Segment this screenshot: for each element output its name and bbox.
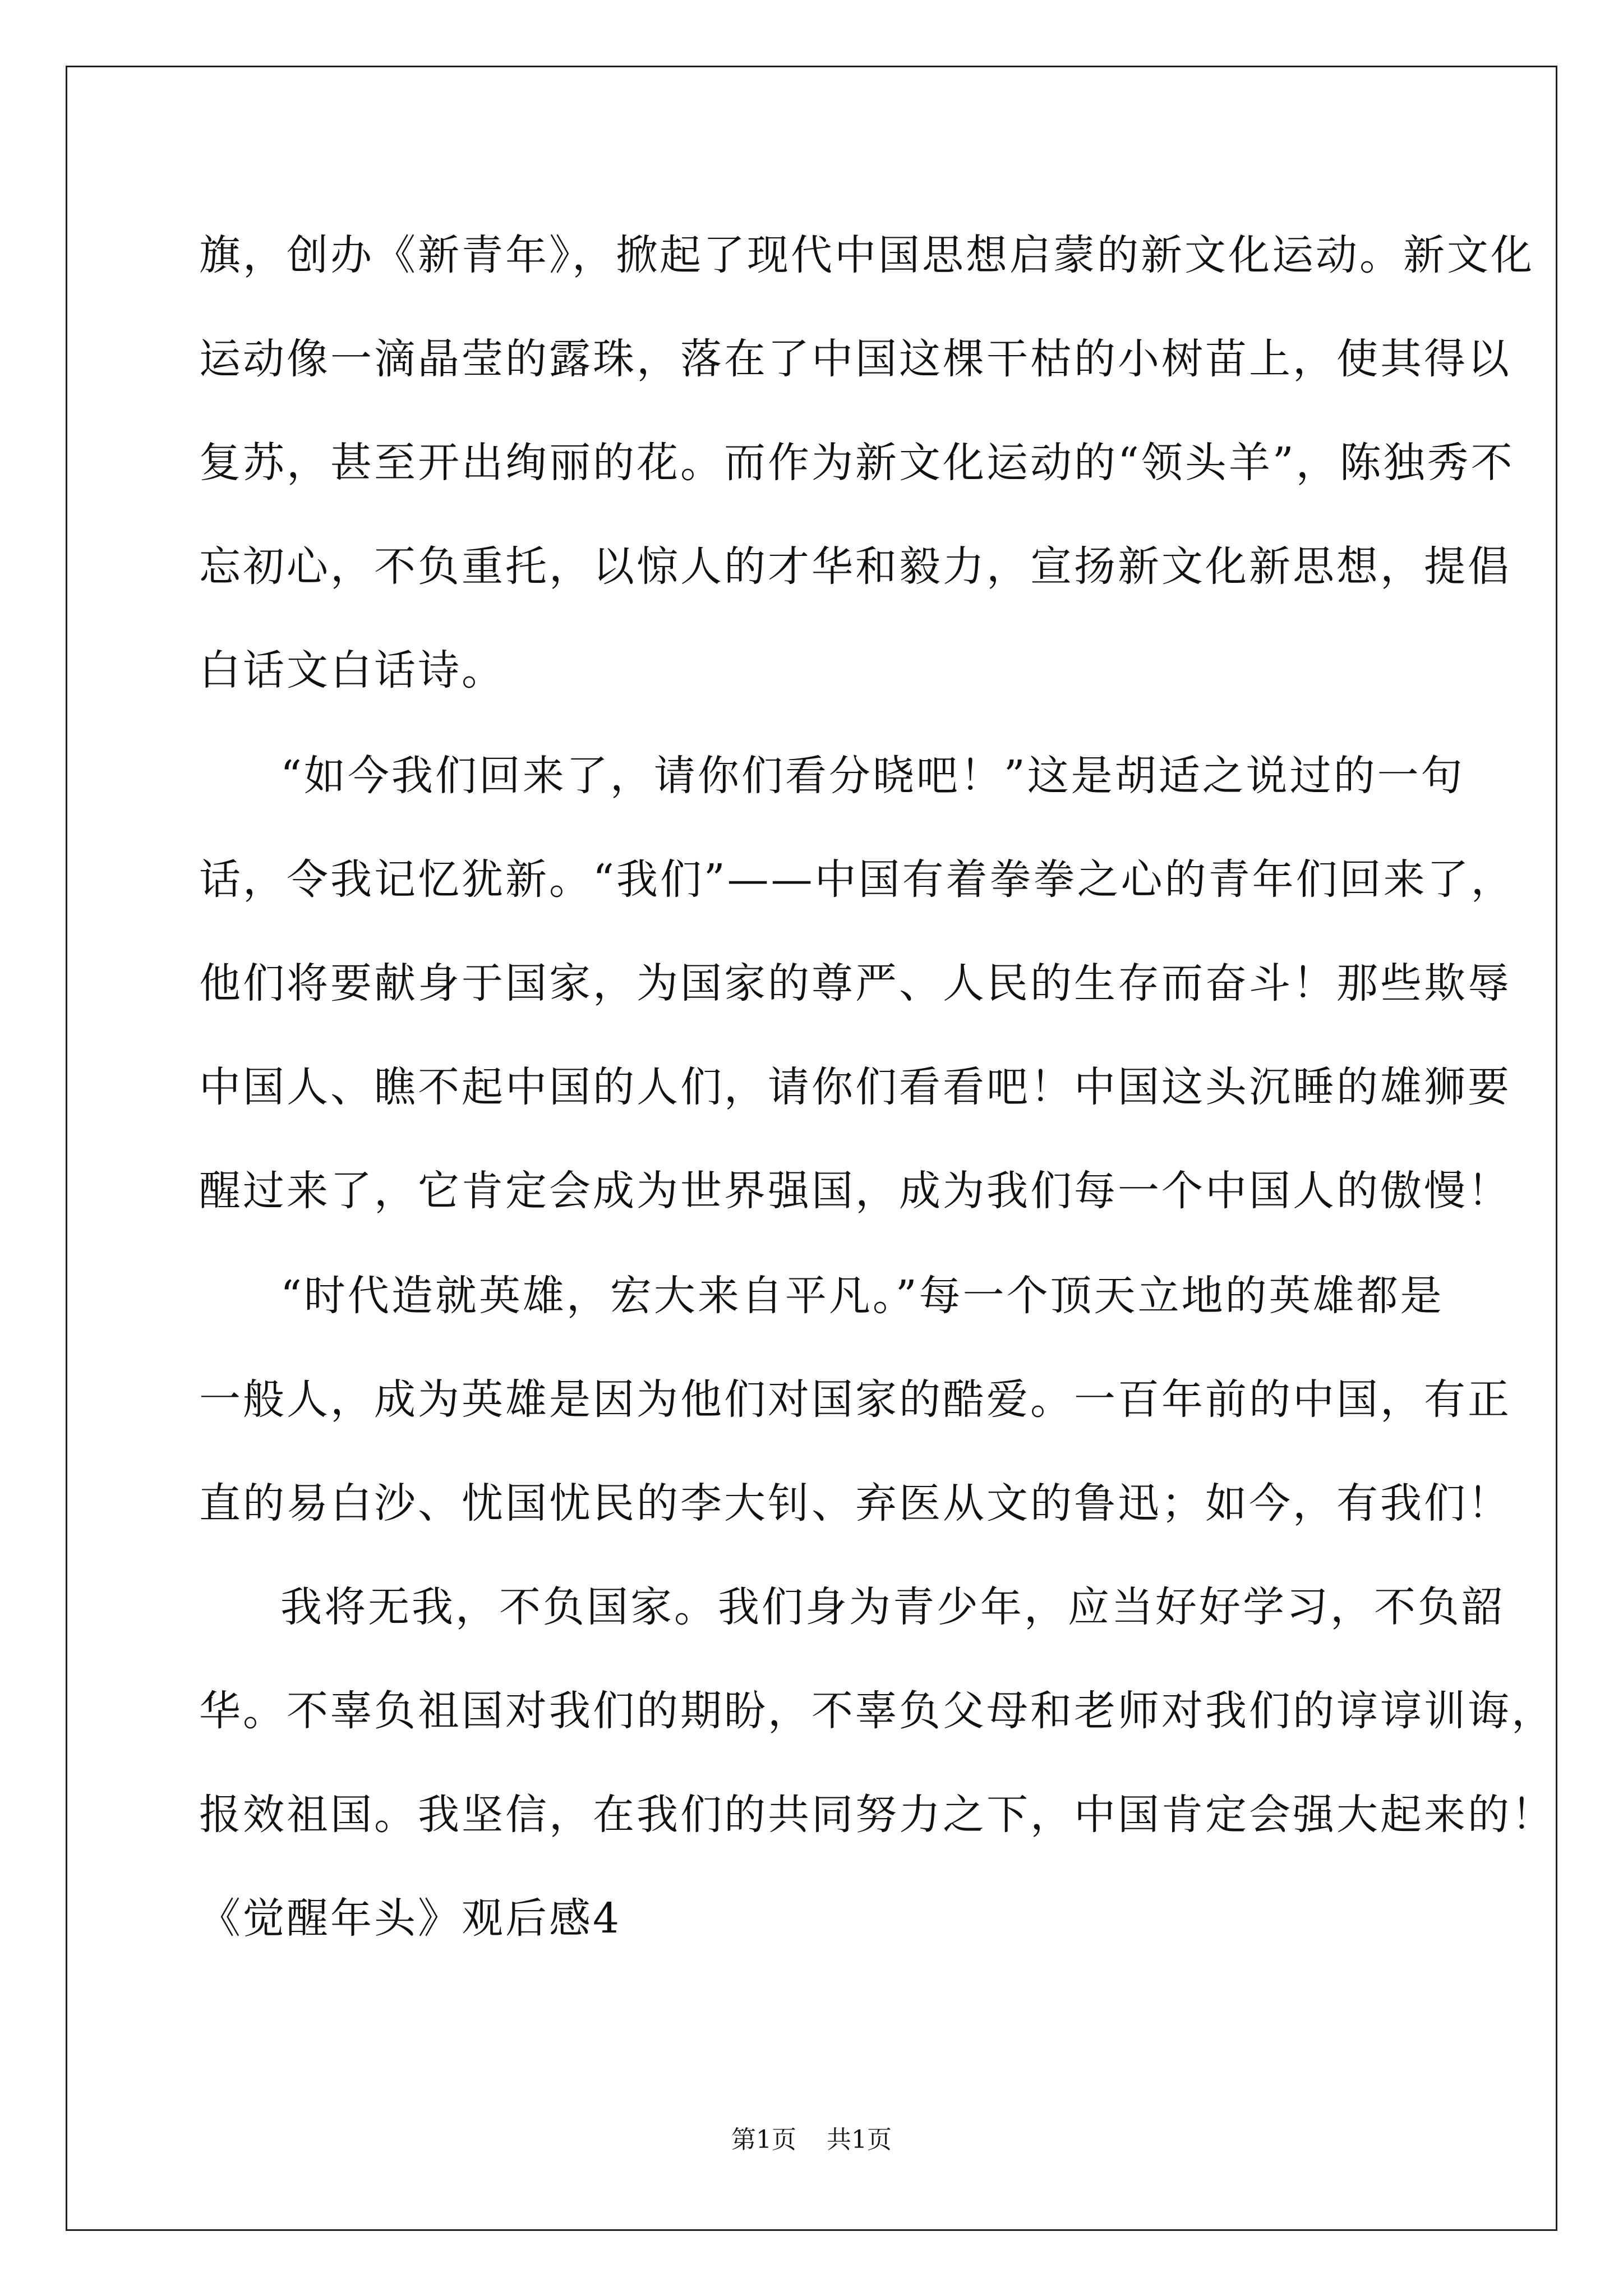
- page-footer: [0, 2123, 1623, 2157]
- paragraph-first-line: “如今我们回来了，请你们看分晓吧！”这是胡适之说过的一句: [280, 752, 1465, 800]
- text-line: 华。不辜负祖国对我们的期盼，不辜负父母和老师对我们的谆谆训诲，: [199, 1687, 1555, 1735]
- text-line: 他们将要献身于国家，为国家的尊严、人民的生存而奋斗！那些欺辱: [199, 959, 1511, 1007]
- page-total: 共1页: [827, 2125, 892, 2154]
- paragraph-first-line: “时代造就英雄，宏大来自平凡。”每一个顶天立地的英雄都是: [280, 1272, 1444, 1320]
- section-heading: 《觉醒年头》观后感4: [199, 1894, 622, 1943]
- text-line: 报效祖国。我坚信，在我们的共同努力之下，中国肯定会强大起来的！: [199, 1791, 1555, 1839]
- page-number: 第1页: [731, 2125, 796, 2154]
- text-line: 一般人，成为英雄是因为他们对国家的酷爱。一百年前的中国，有正: [199, 1375, 1511, 1424]
- text-line: 复苏，甚至开出绚丽的花。而作为新文化运动的“领头羊”，陈独秀不: [199, 439, 1515, 487]
- paragraph-first-line: 我将无我，不负国家。我们身为青少年，应当好好学习，不负韶: [280, 1583, 1505, 1631]
- text-line: 醒过来了，它肯定会成为世界强国，成为我们每一个中国人的傲慢！: [199, 1167, 1511, 1215]
- text-line: 白话文白话诗。: [199, 646, 505, 694]
- text-line: 旗，创办《新青年》，掀起了现代中国思想启蒙的新文化运动。新文化: [199, 231, 1534, 279]
- text-line: 中国人、瞧不起中国的人们，请你们看看吧！中国这头沉睡的雄狮要: [199, 1063, 1511, 1111]
- text-line: 运动像一滴晶莹的露珠，落在了中国这棵干枯的小树苗上，使其得以: [199, 335, 1511, 383]
- text-line: 忘初心，不负重托，以惊人的才华和毅力，宣扬新文化新思想，提倡: [199, 542, 1511, 591]
- text-line: 话，令我记忆犹新。“我们”——中国有着拳拳之心的青年们回来了，: [199, 855, 1515, 904]
- text-line: 直的易白沙、忧国忧民的李大钊、弃医从文的鲁迅；如今，有我们！: [199, 1479, 1511, 1527]
